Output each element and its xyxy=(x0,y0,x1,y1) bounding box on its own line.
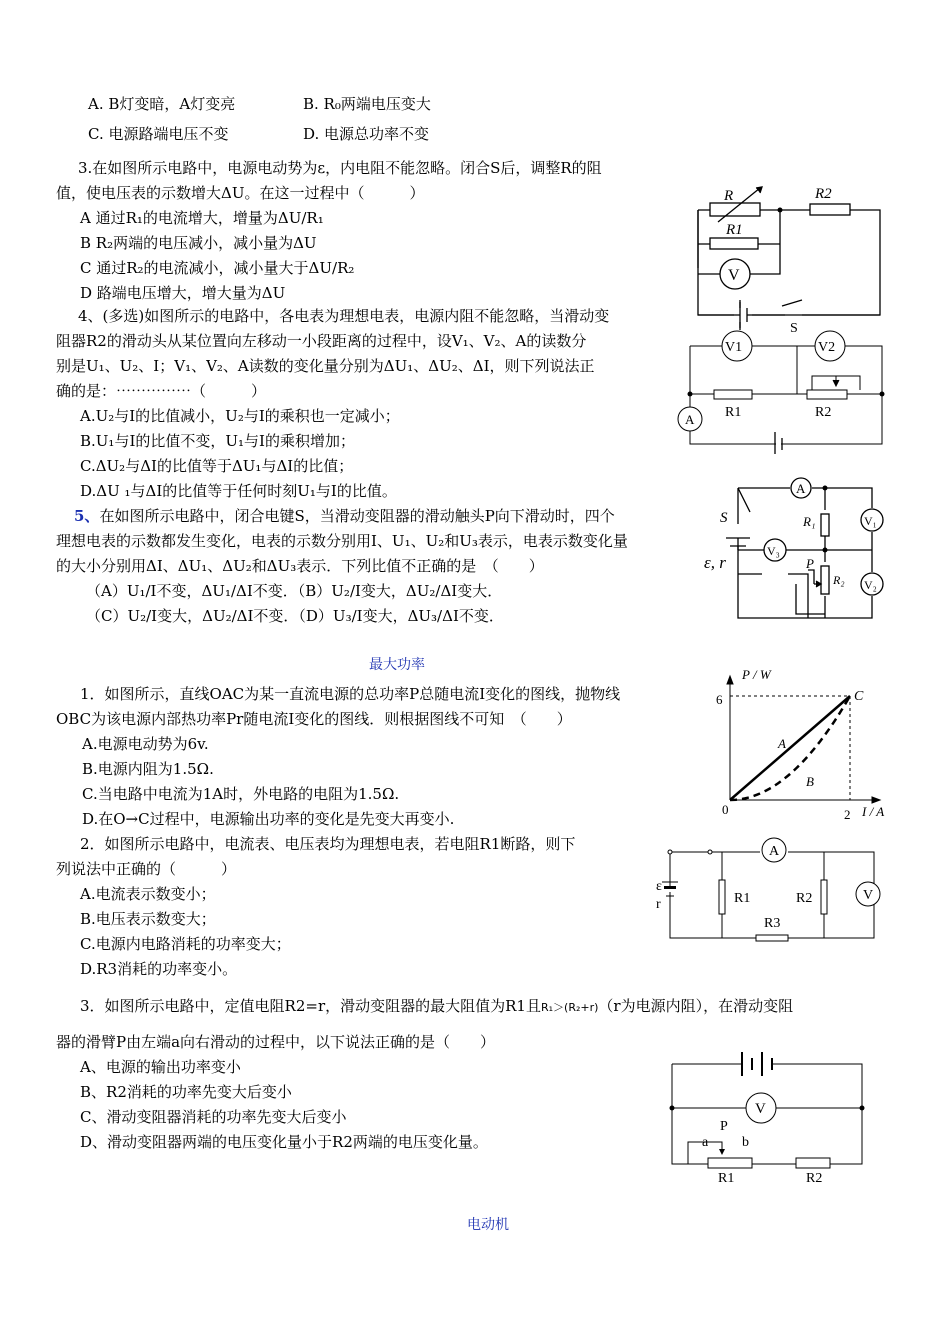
q4-fig-r2-label: R2 xyxy=(815,405,832,420)
q5-stem-text: 在如图所示电路中，闭合电键S，当滑动变阻器的滑动触头P向下滑动时，四个 xyxy=(99,507,615,525)
q5-options-cd: （C）U₂/I变大，ΔU₂/ΔI不变．（D）U₃/I变大，ΔU₃/ΔI不变． xyxy=(86,607,504,625)
mp3-circuit-diagram xyxy=(668,1044,868,1184)
mp3-stem-line1 xyxy=(80,996,793,1018)
q5-stem-line3: 的大小分别用ΔI、ΔU₁、ΔU₂和ΔU₃表示．下列比值不正确的是 （ ） xyxy=(56,557,544,575)
q5-circuit-diagram xyxy=(700,474,890,622)
q5-options-ab: （A）U₁/I不变，ΔU₁/ΔI不变．（B）U₂/I变大，ΔU₂/ΔI变大． xyxy=(86,582,503,600)
q3-circuit-diagram xyxy=(690,180,890,340)
prev-option-b: B. R₀两端电压变大 xyxy=(303,95,431,113)
q4-stem-line2: 阻器R2的滑动头从某位置向左移动一小段距离的过程中，设V₁、V₂、A的读数分 xyxy=(56,332,587,350)
mp2-fig-ammeter-label: A xyxy=(769,844,780,859)
mp3-stem-condition: R₁＞(R₂+r) xyxy=(540,1001,599,1014)
mp3-option-d: D、滑动变阻器两端的电压变化量小于R2两端的电压变化量。 xyxy=(80,1133,488,1151)
mp1-option-a: A.电源电动势为6v. xyxy=(82,735,209,753)
q3-fig-switch-label: S xyxy=(790,321,798,336)
q3-stem-line1: 3.在如图所示电路中，电源电动势为ε，内电阻不能忽略。闭合S后，调整R的阻 xyxy=(78,159,602,177)
mp2-option-d: D.R3消耗的功率变小。 xyxy=(80,960,238,978)
mp3-stem-part2: （r为电源内阻），在滑动变阻 xyxy=(598,997,794,1015)
q5-fig-emf-label: ε, r xyxy=(704,553,726,572)
x-tick-label-2: 2 xyxy=(844,807,851,822)
mp2-stem-line2: 列说法中正确的（ ） xyxy=(56,860,237,878)
mp3-option-b: B、R2消耗的功率先变大后变小 xyxy=(80,1083,292,1101)
q5-number: 5、 xyxy=(74,507,100,525)
point-c-label: C xyxy=(854,689,864,704)
q4-option-b: B.U₁与I的比值不变，U₁与I的乘积增加； xyxy=(80,432,355,450)
q4-stem-line4: 确的是：⋯⋯⋯⋯⋯（ ） xyxy=(56,382,267,400)
q5-stem-line2: 理想电表的示数都发生变化，电表的示数分别用I、U₁、U₂和U₃表示，电表示数变化量 xyxy=(56,532,628,550)
q5-fig-r1-label: R₁ xyxy=(803,514,816,529)
q3-fig-voltmeter-label: V xyxy=(728,267,740,284)
q4-circuit-diagram xyxy=(672,326,887,454)
q3-stem-line2: 值，使电压表的示数增大ΔU。在这一过程中（ ） xyxy=(56,184,425,202)
q5-fig-p-label: P xyxy=(806,556,814,571)
q4-stem-line3: 别是U₁、U₂、I；V₁、V₂、A读数的变化量分别为ΔU₁、ΔU₂、ΔI，则下列说法正 xyxy=(56,357,595,375)
mp2-option-a: A.电流表示数变小； xyxy=(80,885,216,903)
x-axis-label: I / A xyxy=(862,804,885,819)
q4-fig-ammeter-label: A xyxy=(685,412,695,427)
prev-option-d: D. 电源总功率不变 xyxy=(303,125,430,143)
y-axis-label: P / W xyxy=(742,667,771,682)
q5-fig-r2-label: R₂ xyxy=(833,573,845,587)
q5-fig-switch-label: S xyxy=(720,510,728,526)
q4-option-a: A.U₂与I的比值减小，U₂与I的乘积也一定减小； xyxy=(80,407,400,425)
q5-fig-ammeter-label: A xyxy=(796,481,806,496)
mp1-option-c: C.当电路中电流为1A时，外电路的电阻为1.5Ω. xyxy=(82,785,400,803)
q3-option-d: D 路端电压增大，增大量为ΔU xyxy=(80,284,286,302)
mp1-option-b: B.电源内阻为1.5Ω. xyxy=(82,760,214,778)
mp3-fig-r2-label: R2 xyxy=(806,1171,823,1184)
mp2-circuit-diagram xyxy=(652,836,887,946)
mp2-fig-r3-label: R3 xyxy=(764,916,781,931)
q3-option-b: B R₂两端的电压减小，减小量为ΔU xyxy=(80,234,317,252)
section-heading-motor: 电动机 xyxy=(467,1217,509,1233)
q4-option-c: C.ΔU₂与ΔI的比值等于ΔU₁与ΔI的比值； xyxy=(80,457,354,475)
mp3-stem-line2: 器的滑臂P由左端a向右滑动的过程中，以下说法正确的是（ ） xyxy=(56,1033,496,1051)
mp2-fig-r-label: r xyxy=(656,897,661,912)
q4-stem-line1: 4、(多选)如图所示的电路中，各电表为理想电表，电源内阻不能忽略，当滑动变 xyxy=(78,307,610,325)
mp3-option-a: A、电源的输出功率变小 xyxy=(80,1058,241,1076)
mp2-option-c: C.电源内电路消耗的功率变大； xyxy=(80,935,291,953)
prev-option-a: A. B灯变暗，A灯变亮 xyxy=(88,95,236,113)
mp1-stem-line2: OBC为该电源内部热功率Pr随电流I变化的图线．则根据图线不可知 （ ） xyxy=(56,710,572,728)
q4-fig-r1-label: R1 xyxy=(725,405,742,420)
q3-option-a: A 通过R₁的电流增大，增量为ΔU/R₁ xyxy=(80,209,324,227)
mp2-option-b: B.电压表示数变大； xyxy=(80,910,216,928)
power-current-chart xyxy=(700,664,900,824)
q5-fig-v2-label: V₂ xyxy=(864,578,877,592)
mp2-fig-r2-label: R2 xyxy=(796,891,813,906)
mp2-fig-emf-label: ε xyxy=(656,879,662,894)
mp3-fig-voltmeter-label: V xyxy=(755,1101,766,1117)
mp2-fig-voltmeter-label: V xyxy=(863,888,874,903)
q3-option-c: C 通过R₂的电流减小，减小量大于ΔU/R₂ xyxy=(80,259,355,277)
prev-option-c: C. 电源路端电压不变 xyxy=(88,125,229,143)
mp3-fig-b-label: b xyxy=(742,1135,749,1150)
mp1-option-d: D.在O→C过程中，电源输出功率的变化是先变大再变小. xyxy=(82,810,455,828)
mp3-fig-p-label: P xyxy=(720,1119,728,1134)
mp3-fig-a-label: a xyxy=(702,1135,709,1150)
q3-fig-r1-label: R1 xyxy=(726,222,743,238)
q3-fig-r2-label: R2 xyxy=(815,186,832,202)
mp2-stem-line1: 2．如图所示电路中，电流表、电压表均为理想电表，若电阻R1断路，则下 xyxy=(80,835,576,853)
mp3-stem-part1: 3．如图所示电路中，定值电阻R2=r，滑动变阻器的最大阻值为R1且 xyxy=(80,997,541,1015)
q5-fig-v1-label: V₁ xyxy=(864,514,877,528)
mp3-option-c: C、滑动变阻器消耗的功率先变大后变小 xyxy=(80,1108,347,1126)
series-a-label: A xyxy=(778,736,786,751)
mp2-fig-r1-label: R1 xyxy=(734,891,751,906)
mp3-fig-r1-label: R1 xyxy=(718,1171,735,1184)
y-tick-label-6: 6 xyxy=(716,692,723,707)
mp1-stem-line1: 1．如图所示，直线OAC为某一直流电源的总功率P总随电流I变化的图线，抛物线 xyxy=(80,685,621,703)
q4-fig-v2-label: V2 xyxy=(818,340,836,355)
q5-fig-v3-label: V₃ xyxy=(767,544,780,558)
q3-fig-r-label: R xyxy=(724,188,734,204)
x-tick-label-0: 0 xyxy=(722,802,729,817)
series-b-label: B xyxy=(806,774,814,789)
q5-stem-line1 xyxy=(74,506,615,526)
section-heading-max-power: 最大功率 xyxy=(369,657,425,673)
series-line-a xyxy=(730,696,850,800)
q4-option-d: D.ΔU ₁与ΔI的比值等于任何时刻U₁与I的比值。 xyxy=(80,482,397,500)
q4-fig-v1-label: V1 xyxy=(725,340,743,355)
